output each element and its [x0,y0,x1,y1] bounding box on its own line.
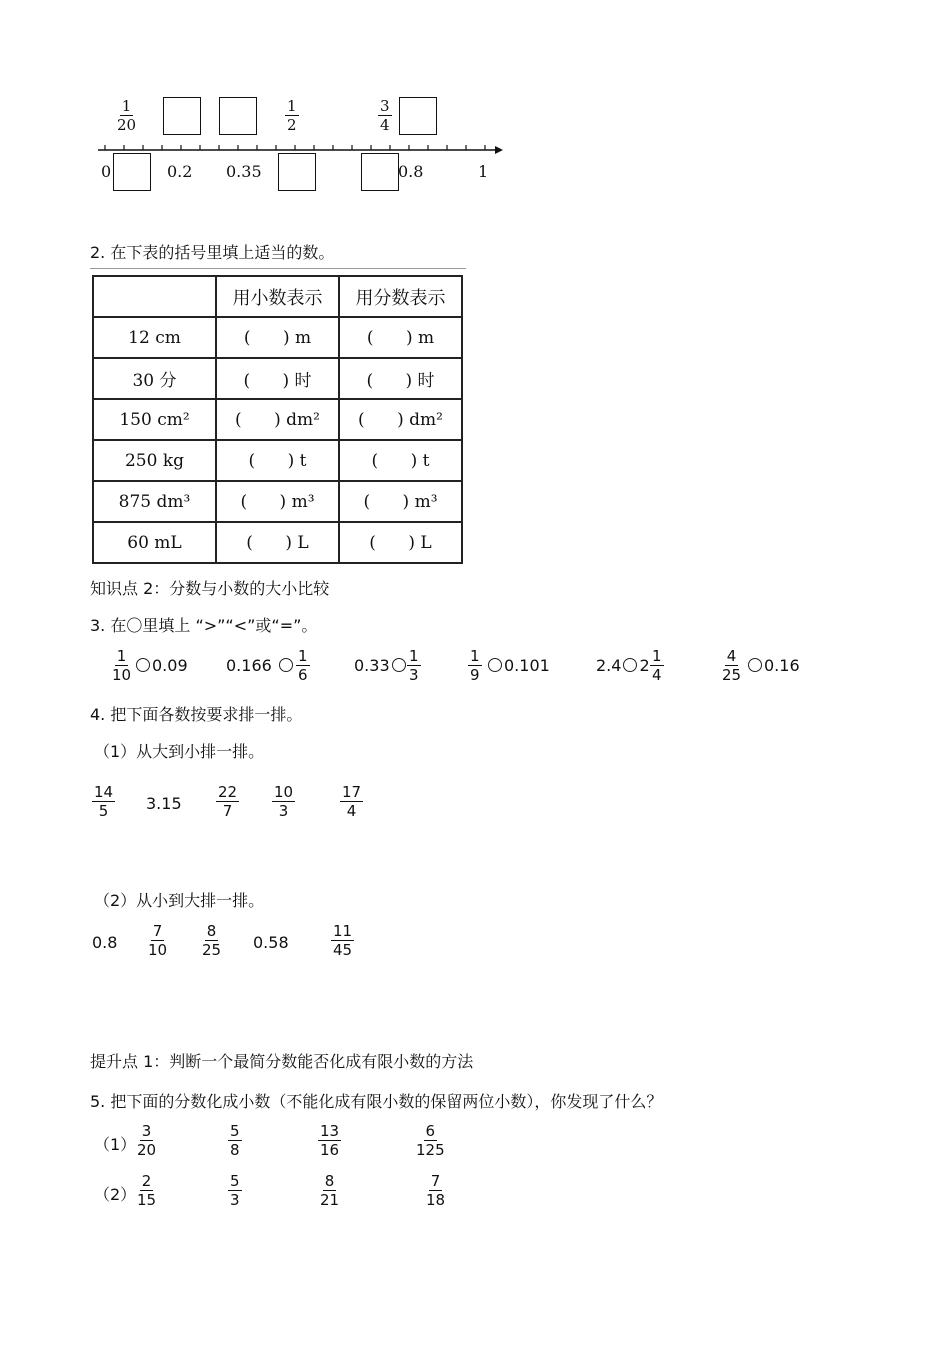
q3-item1-fraction [110,647,133,684]
answer-box[interactable] [361,153,399,191]
fraction-answer-cell[interactable]: ( ) m³ [339,481,462,522]
bottom-label-0: 0 [101,162,112,181]
denominator: 9 [470,666,480,684]
denominator: 45 [333,941,353,959]
numerator: 3 [380,97,390,115]
header-cell [93,276,216,317]
q5-fraction [135,1172,158,1209]
numerator: 17 [342,783,362,801]
q5-fraction [228,1122,242,1159]
fraction-answer-cell[interactable]: ( ) 时 [339,358,462,399]
quantity-cell: 12 cm [93,317,216,358]
q3-item3-fraction [407,647,421,684]
denominator: 3 [230,1191,240,1209]
bottom-label-0.2: 0.2 [167,162,193,181]
numerator: 22 [218,783,238,801]
compare-circle[interactable] [748,658,762,672]
value: 0.33 [354,656,390,675]
q4-sub1-number [216,783,239,820]
q3-item2-compare [226,656,295,675]
whole-part: 2 [639,656,650,675]
numerator: 1 [287,97,297,115]
q4-sub2-number [331,922,354,959]
q4-sub1-number [272,783,295,820]
numerator: 5 [230,1122,240,1140]
header-cell: 用分数表示 [339,276,462,317]
decimal-answer-cell[interactable]: ( ) dm² [216,399,339,440]
q3-item4-fraction [468,647,482,684]
denominator: 10 [148,941,168,959]
answer-box[interactable] [399,97,437,135]
answer-box[interactable] [219,97,257,135]
denominator: 125 [416,1141,445,1159]
q3-item3-compare [354,656,408,675]
denominator: 18 [426,1191,446,1209]
numerator: 1 [652,647,662,665]
numerator: 1 [409,647,419,665]
numerator: 8 [324,1172,335,1190]
q5-fraction [424,1172,447,1209]
decimal-answer-cell[interactable]: ( ) m³ [216,481,339,522]
q3-item5-compare [596,656,650,675]
knowledge-point-2: 知识点 2：分数与小数的大小比较 [90,579,330,598]
denominator: 16 [320,1141,340,1159]
quantity-cell: 60 mL [93,522,216,563]
numerator: 14 [94,783,114,801]
table-row [93,358,462,399]
denominator: 4 [652,666,662,684]
quantity-cell: 150 cm² [93,399,216,440]
denominator: 2 [287,116,297,134]
q5-fraction [414,1122,447,1159]
q4-title: 4. 把下面各数按要求排一排。 [90,705,303,724]
numerator: 7 [430,1172,441,1190]
fraction-answer-cell[interactable]: ( ) t [339,440,462,481]
q5-fraction [135,1122,158,1159]
numerator: 1 [470,647,480,665]
denominator: 21 [320,1191,340,1209]
compare-circle[interactable] [136,658,150,672]
q4-sub2: （2）从小到大排一排。 [94,891,265,910]
quantity-cell: 875 dm³ [93,481,216,522]
q4-sub1-number: 3.15 [146,794,182,813]
numerator: 4 [726,647,737,665]
value: 2.4 [596,656,622,675]
q5-fraction [228,1172,242,1209]
answer-box[interactable] [163,97,201,135]
denominator: 25 [202,941,222,959]
quantity-cell: 30 分 [93,358,216,399]
denominator: 5 [98,802,109,820]
q3-item6-compare [746,656,800,675]
denominator: 8 [230,1141,240,1159]
bottom-label-1: 1 [478,162,489,181]
denominator: 10 [112,666,132,684]
q4-sub2-number: 0.8 [92,933,118,952]
compare-circle[interactable] [279,658,293,672]
q3-item6-fraction [720,647,743,684]
denominator: 20 [117,116,137,134]
value: 0.16 [764,656,800,675]
decimal-answer-cell[interactable]: ( ) t [216,440,339,481]
q4-sub2-number: 0.58 [253,933,289,952]
decimal-answer-cell[interactable]: ( ) m [216,317,339,358]
table-row [93,440,462,481]
decimal-answer-cell[interactable]: ( ) L [216,522,339,563]
fraction-answer-cell[interactable]: ( ) dm² [339,399,462,440]
quantity-cell: 250 kg [93,440,216,481]
denominator: 7 [222,802,233,820]
q5-fraction [318,1172,341,1209]
decimal-answer-cell[interactable]: ( ) 时 [216,358,339,399]
answer-box[interactable] [113,153,151,191]
answer-box[interactable] [278,153,316,191]
table-row [93,399,462,440]
q4-sub1-number [340,783,363,820]
top-label-3-4 [378,97,392,134]
denominator: 6 [298,666,308,684]
q3-item2-fraction [296,647,310,684]
q2-title: 2. 在下表的括号里填上适当的数。 [90,243,335,262]
denominator: 4 [346,802,357,820]
numerator: 2 [141,1172,152,1190]
table-row [93,481,462,522]
q3-item4-compare [486,656,550,675]
numerator: 7 [152,922,163,940]
numerator: 5 [230,1172,240,1190]
conversion-table [92,275,463,564]
numerator: 1 [121,97,132,115]
compare-circle[interactable] [392,658,406,672]
q4-sub1-number [92,783,115,820]
q5-title: 5. 把下面的分数化成小数（不能化成有限小数的保留两位小数），你发现了什么？ [90,1092,663,1111]
q5-row1-label: （1） [94,1135,137,1154]
q5-row2-label: （2） [94,1185,137,1204]
q4-sub2-number [200,922,223,959]
improvement-point-1: 提升点 1：判断一个最简分数能否化成有限小数的方法 [90,1052,474,1071]
value: 0.09 [152,656,188,675]
numerator: 8 [206,922,217,940]
numerator: 13 [320,1122,340,1140]
divider [90,268,466,269]
denominator: 3 [409,666,419,684]
denominator: 20 [137,1141,157,1159]
numerator: 10 [274,783,294,801]
top-label-1-2 [285,97,299,134]
numerator: 1 [116,647,127,665]
q3-item5-fraction [650,647,664,684]
bottom-label-0.8: 0.8 [398,162,424,181]
denominator: 15 [137,1191,157,1209]
table-header-row [93,276,462,317]
numerator: 1 [298,647,308,665]
value: 0.101 [504,656,550,675]
header-cell: 用小数表示 [216,276,339,317]
numerator: 6 [425,1122,436,1140]
value: 0.166 [226,656,272,675]
table-row [93,522,462,563]
q3-title: 3. 在〇里填上 “>”“<”或“=”。 [90,616,318,635]
q4-sub1: （1）从大到小排一排。 [94,742,265,761]
compare-circle[interactable] [623,658,637,672]
bottom-label-0.35: 0.35 [226,162,262,181]
denominator: 3 [278,802,289,820]
q3-item1-compare [134,656,188,675]
numerator: 11 [333,922,353,940]
compare-circle[interactable] [488,658,502,672]
table-row [93,317,462,358]
denominator: 4 [380,116,390,134]
fraction-answer-cell[interactable]: ( ) m [339,317,462,358]
q4-sub2-number [146,922,169,959]
numerator: 3 [141,1122,152,1140]
fraction-answer-cell[interactable]: ( ) L [339,522,462,563]
denominator: 25 [722,666,742,684]
q5-fraction [318,1122,341,1159]
top-label-1-20 [115,97,138,134]
